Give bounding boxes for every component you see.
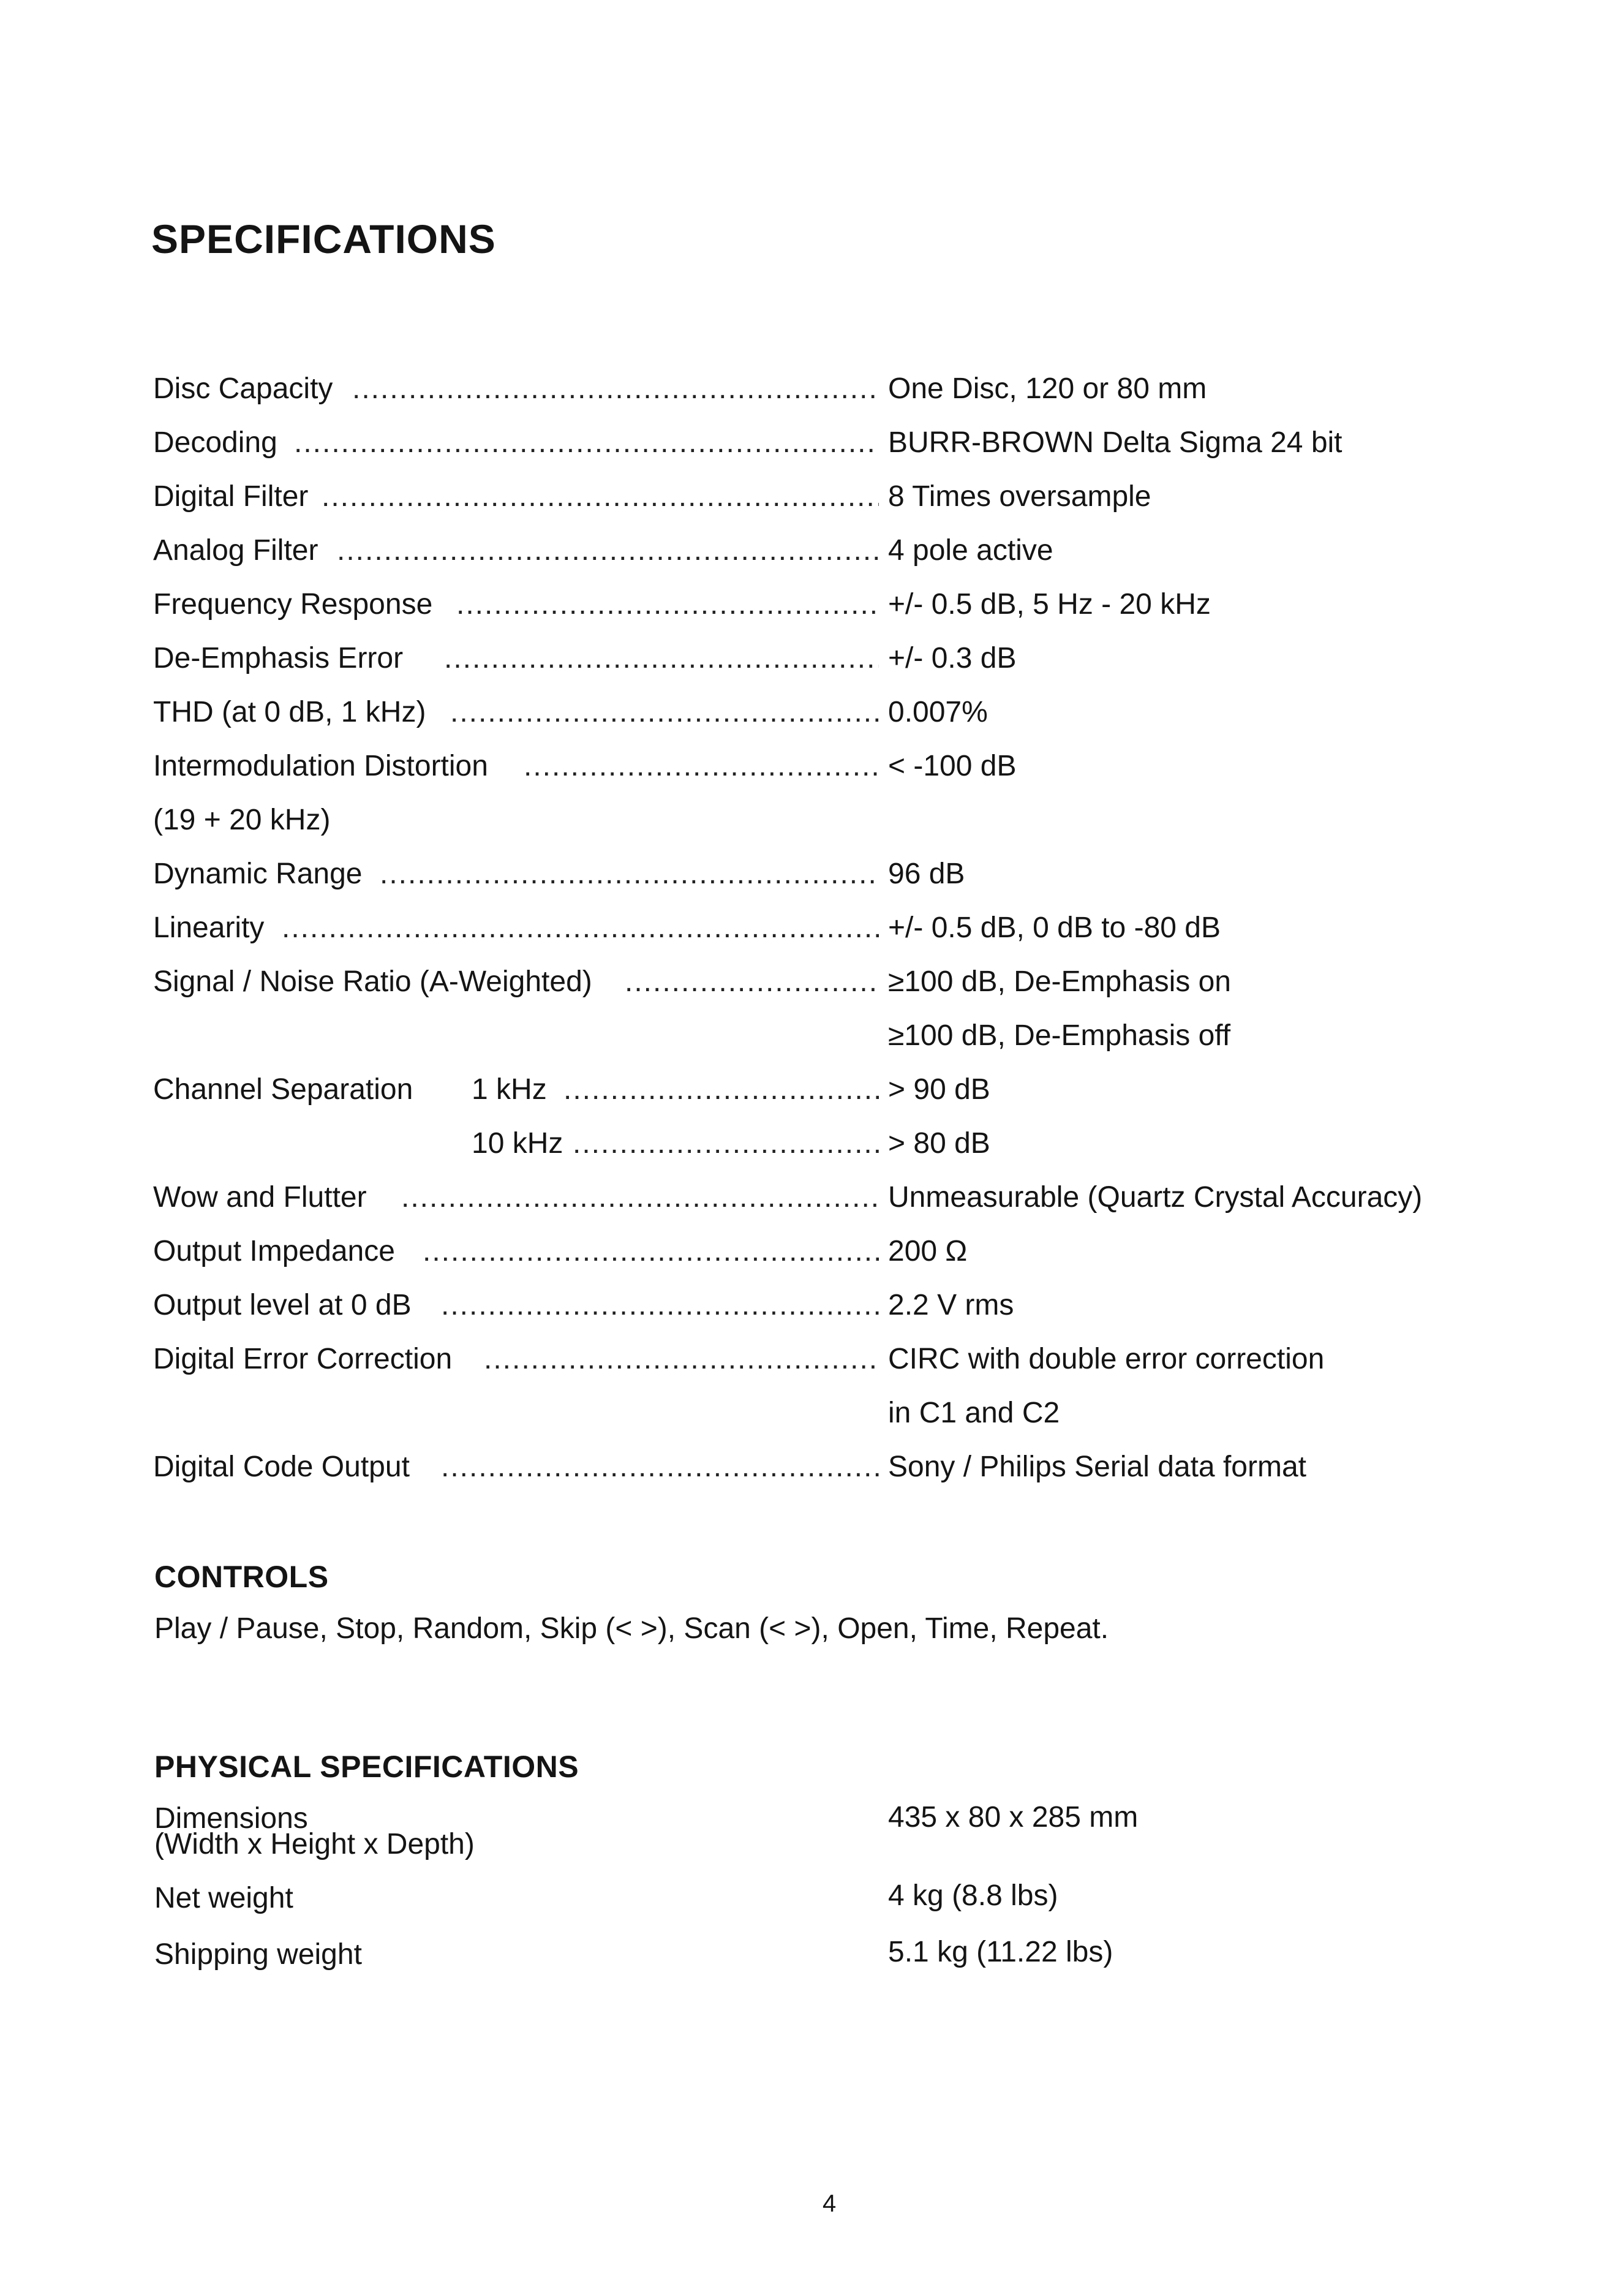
physical-specs-heading: PHYSICAL SPECIFICATIONS xyxy=(154,1750,579,1784)
spec-label: Disc Capacity xyxy=(153,372,333,405)
spec-sublabel: 1 kHz xyxy=(472,1073,547,1106)
spec-label: (19 + 20 kHz) xyxy=(153,804,331,836)
spec-row-analog-filter xyxy=(153,532,1470,570)
spec-label: THD (at 0 dB, 1 kHz) xyxy=(153,696,426,728)
phys-value: 4 kg (8.8 lbs) xyxy=(888,1879,1058,1912)
phys-label: Shipping weight xyxy=(154,1938,362,1971)
spec-row-signal-noise-ratio xyxy=(153,963,1470,1001)
phys-label: Net weight xyxy=(154,1882,293,1914)
dot-leader xyxy=(456,586,879,624)
dot-leader xyxy=(563,1071,879,1109)
dot-leader xyxy=(441,1286,879,1324)
spec-label: Digital Filter xyxy=(153,480,309,513)
page-title: SPECIFICATIONS xyxy=(151,216,496,262)
dot-leader xyxy=(484,1340,879,1378)
dot-leader xyxy=(352,370,879,408)
spec-value: +/- 0.5 dB, 0 dB to -80 dB xyxy=(888,912,1221,944)
spec-row-signal-noise-ratio-off xyxy=(153,1017,1470,1055)
spec-row-wow-and-flutter xyxy=(153,1179,1470,1217)
dot-leader xyxy=(401,1179,879,1217)
dot-leader xyxy=(573,1125,879,1163)
spec-row-digital-error-correction xyxy=(153,1340,1470,1378)
spec-row-dynamic-range xyxy=(153,855,1470,893)
spec-row-output-impedance xyxy=(153,1233,1470,1271)
spec-row-intermodulation-note xyxy=(153,801,1470,839)
phys-row-shipping-weight xyxy=(154,1936,1440,1974)
spec-label: Output Impedance xyxy=(153,1235,395,1267)
spec-row-channel-separation-10khz xyxy=(153,1125,1470,1163)
spec-row-output-level xyxy=(153,1286,1470,1324)
spec-value: 0.007% xyxy=(888,696,988,728)
spec-value: in C1 and C2 xyxy=(888,1397,1060,1429)
spec-label: Channel Separation xyxy=(153,1073,413,1106)
spec-label: Digital Code Output xyxy=(153,1451,410,1483)
spec-value: 2.2 V rms xyxy=(888,1289,1014,1321)
spec-value: > 80 dB xyxy=(888,1127,990,1160)
spec-value: 4 pole active xyxy=(888,534,1053,567)
spec-value: > 90 dB xyxy=(888,1073,990,1106)
controls-heading: CONTROLS xyxy=(154,1560,329,1594)
spec-label: Wow and Flutter xyxy=(153,1181,367,1214)
spec-label: Digital Error Correction xyxy=(153,1343,453,1375)
spec-label: Analog Filter xyxy=(153,534,318,567)
dot-leader xyxy=(294,424,879,462)
controls-text: Play / Pause, Stop, Random, Skip (< >), Scan (< >), Open, Time, Repeat. xyxy=(154,1612,1109,1645)
spec-row-linearity xyxy=(153,909,1470,947)
spec-row-digital-error-correction-cont xyxy=(153,1394,1470,1432)
spec-row-digital-code-output xyxy=(153,1448,1470,1486)
dot-leader xyxy=(322,478,879,516)
spec-label: Frequency Response xyxy=(153,588,433,621)
spec-label: Signal / Noise Ratio (A-Weighted) xyxy=(153,965,592,998)
spec-value: 200 Ω xyxy=(888,1235,968,1267)
phys-value: 5.1 kg (11.22 lbs) xyxy=(888,1936,1113,1968)
spec-label: Intermodulation Distortion xyxy=(153,750,488,782)
dot-leader xyxy=(337,532,879,570)
dot-leader xyxy=(450,693,879,731)
spec-row-digital-filter xyxy=(153,478,1470,516)
spec-value: 96 dB xyxy=(888,858,965,890)
spec-sublabel: 10 kHz xyxy=(472,1127,563,1160)
spec-label: De-Emphasis Error xyxy=(153,642,404,674)
dot-leader xyxy=(423,1233,879,1271)
page-number: 4 xyxy=(823,2190,837,2217)
dot-leader xyxy=(524,747,879,785)
spec-value: Sony / Philips Serial data format xyxy=(888,1451,1306,1483)
phys-label: Dimensions xyxy=(154,1802,308,1835)
spec-row-thd xyxy=(153,693,1470,731)
spec-label: Dynamic Range xyxy=(153,858,363,890)
dot-leader xyxy=(441,1448,879,1486)
spec-value: 8 Times oversample xyxy=(888,480,1151,513)
spec-row-intermodulation-distortion xyxy=(153,747,1470,785)
phys-row-net-weight xyxy=(154,1879,1440,1917)
spec-value: +/- 0.5 dB, 5 Hz - 20 kHz xyxy=(888,588,1211,621)
phys-value: 435 x 80 x 285 mm xyxy=(888,1801,1139,1833)
dot-leader xyxy=(380,855,879,893)
dot-leader xyxy=(282,909,879,947)
spec-row-de-emphasis-error xyxy=(153,640,1470,678)
spec-row-channel-separation-1khz xyxy=(153,1071,1470,1109)
dot-leader xyxy=(625,963,879,1001)
spec-label: Linearity xyxy=(153,912,265,944)
spec-label: Output level at 0 dB xyxy=(153,1289,412,1321)
spec-label: Decoding xyxy=(153,426,277,459)
phys-row-dimensions xyxy=(154,1803,1440,1871)
spec-value: CIRC with double error correction xyxy=(888,1343,1325,1375)
spec-value: ≥100 dB, De-Emphasis off xyxy=(888,1019,1231,1052)
spec-value: One Disc, 120 or 80 mm xyxy=(888,372,1207,405)
phys-label-detail: (Width x Height x Depth) xyxy=(154,1828,475,1860)
spec-value: ≥100 dB, De-Emphasis on xyxy=(888,965,1231,998)
spec-value: +/- 0.3 dB xyxy=(888,642,1017,674)
spec-row-disc-capacity xyxy=(153,370,1470,408)
spec-value: BURR-BROWN Delta Sigma 24 bit xyxy=(888,426,1342,459)
spec-row-decoding xyxy=(153,424,1470,462)
spec-row-frequency-response xyxy=(153,586,1470,624)
dot-leader xyxy=(444,640,879,678)
spec-value: Unmeasurable (Quartz Crystal Accuracy) xyxy=(888,1181,1423,1214)
spec-value: < -100 dB xyxy=(888,750,1017,782)
